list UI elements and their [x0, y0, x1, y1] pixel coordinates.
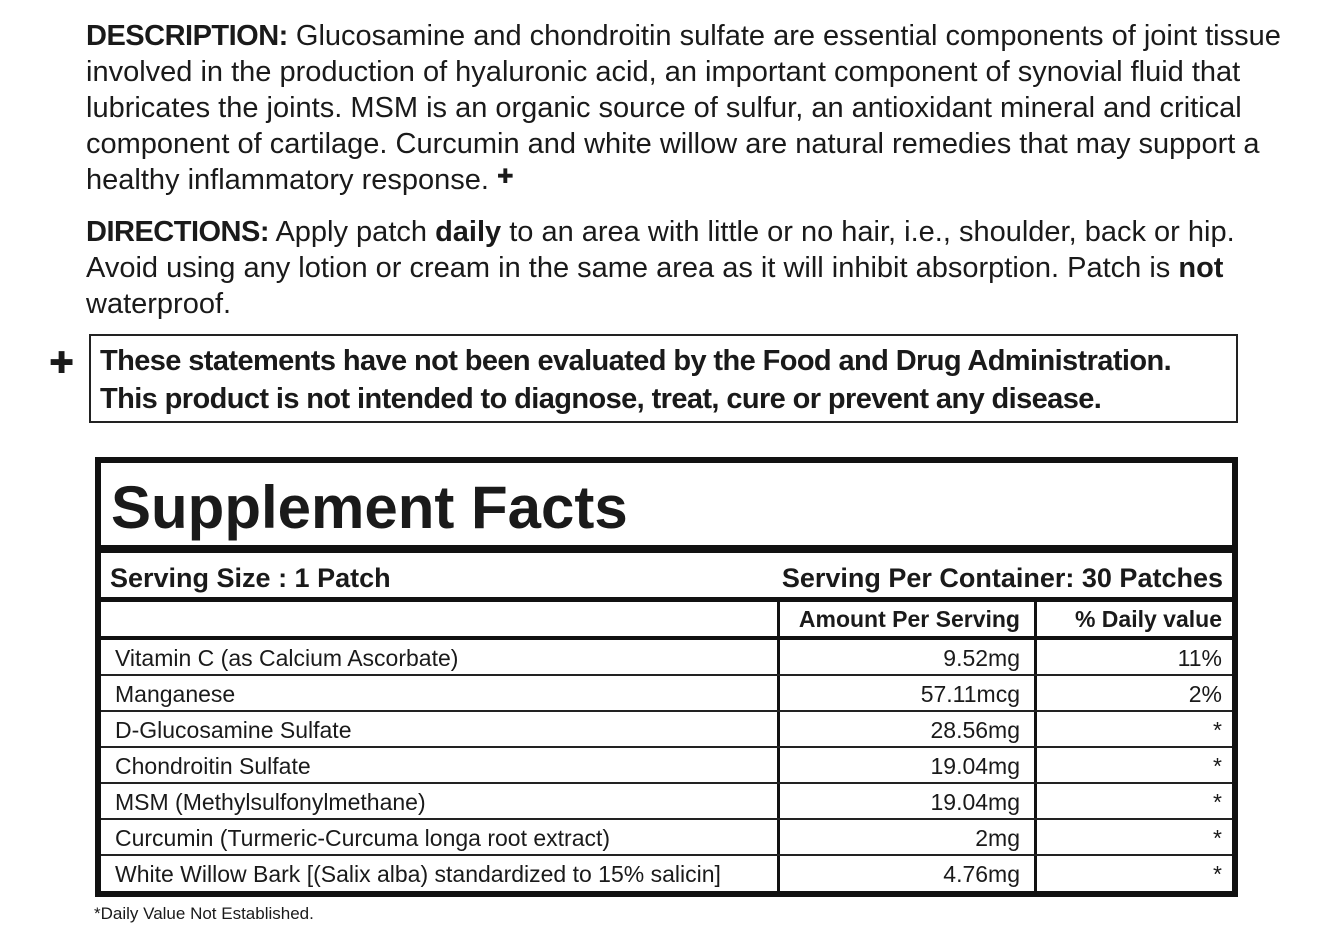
nutrient-daily-value: *: [1213, 789, 1222, 815]
directions-paragraph: [86, 214, 1286, 322]
serving-size: Serving Size : 1 Patch: [110, 563, 391, 593]
amount-per-serving-header: Amount Per Serving: [798, 606, 1020, 632]
table-row: [101, 712, 1232, 748]
nutrient-amount: 57.11mcg: [920, 681, 1020, 707]
nutrient-daily-value: *: [1213, 753, 1222, 779]
table-row: [101, 820, 1232, 856]
nutrient-amount: 19.04mg: [930, 789, 1020, 815]
nutrient-daily-value: *: [1213, 717, 1222, 743]
supplement-facts-panel: [95, 457, 1238, 897]
nutrient-rows: [101, 640, 1232, 892]
directions-bold-daily: daily: [435, 216, 502, 248]
table-row: [101, 856, 1232, 892]
title-divider: [101, 545, 1232, 553]
nutrient-amount: 9.52mg: [943, 645, 1020, 671]
nutrient-amount: 28.56mg: [930, 717, 1020, 743]
nutrient-name: Manganese: [115, 681, 236, 707]
nutrient-amount: 4.76mg: [943, 861, 1020, 887]
nutrient-name: Curcumin (Turmeric-Curcuma longa root extract): [115, 825, 611, 851]
disclaimer-cross-icon: ✚: [49, 347, 75, 380]
table-row: [101, 640, 1232, 676]
fda-disclaimer-box: [89, 334, 1238, 423]
directions-text-2: to an area with little or no hair, i.e., shoulder, back or hip. Avoid using any lotion or cream in the same area as it will inhibit absorption. Patch is: [86, 216, 1235, 284]
supplement-facts-title: Supplement Facts: [111, 474, 628, 541]
nutrient-amount: 2mg: [975, 825, 1020, 851]
daily-value-header: % Daily value: [1074, 606, 1222, 632]
directions-text-1: Apply patch: [269, 216, 436, 248]
servings-per-container: Serving Per Container: 30 Patches: [781, 563, 1223, 593]
nutrient-name: Vitamin C (as Calcium Ascorbate): [115, 645, 459, 671]
disclaimer-line-1: These statements have not been evaluated by the Food and Drug Administration.: [100, 345, 1172, 377]
daily-value-footnote: *Daily Value Not Established.: [94, 904, 314, 923]
directions-text-3: waterproof.: [86, 288, 232, 320]
table-row: [101, 676, 1232, 712]
table-row: [101, 748, 1232, 784]
nutrient-daily-value: 11%: [1177, 645, 1222, 671]
description-paragraph: [86, 18, 1286, 201]
nutrient-amount: 19.04mg: [930, 753, 1020, 779]
disclaimer-line-2: This product is not intended to diagnose, treat, cure or prevent any disease.: [100, 383, 1102, 415]
description-text: Glucosamine and chondroitin sulfate are essential components of joint tissue involved in the production of hyaluronic acid, an important component of synovial fluid that lubricates the joints. MSM is an organic source of sulfur, an antioxidant mineral and critical component of cartilage. Curcumin and white willow are natural remedies that may support a healthy inflammatory response.: [86, 20, 1281, 196]
directions-label: DIRECTIONS:: [86, 216, 269, 248]
nutrient-daily-value: *: [1213, 825, 1222, 851]
nutrient-name: D-Glucosamine Sulfate: [115, 717, 352, 743]
nutrient-name: White Willow Bark [(Salix alba) standardized to 15% salicin]: [115, 861, 721, 887]
nutrient-daily-value: *: [1213, 861, 1222, 887]
table-row: [101, 784, 1232, 820]
directions-bold-not: not: [1178, 252, 1224, 284]
nutrient-name: Chondroitin Sulfate: [115, 753, 311, 779]
description-label: DESCRIPTION:: [86, 20, 288, 52]
nutrient-name: MSM (Methylsulfonylmethane): [115, 789, 426, 815]
cross-icon: ✚: [497, 166, 514, 188]
nutrient-daily-value: 2%: [1188, 681, 1222, 707]
